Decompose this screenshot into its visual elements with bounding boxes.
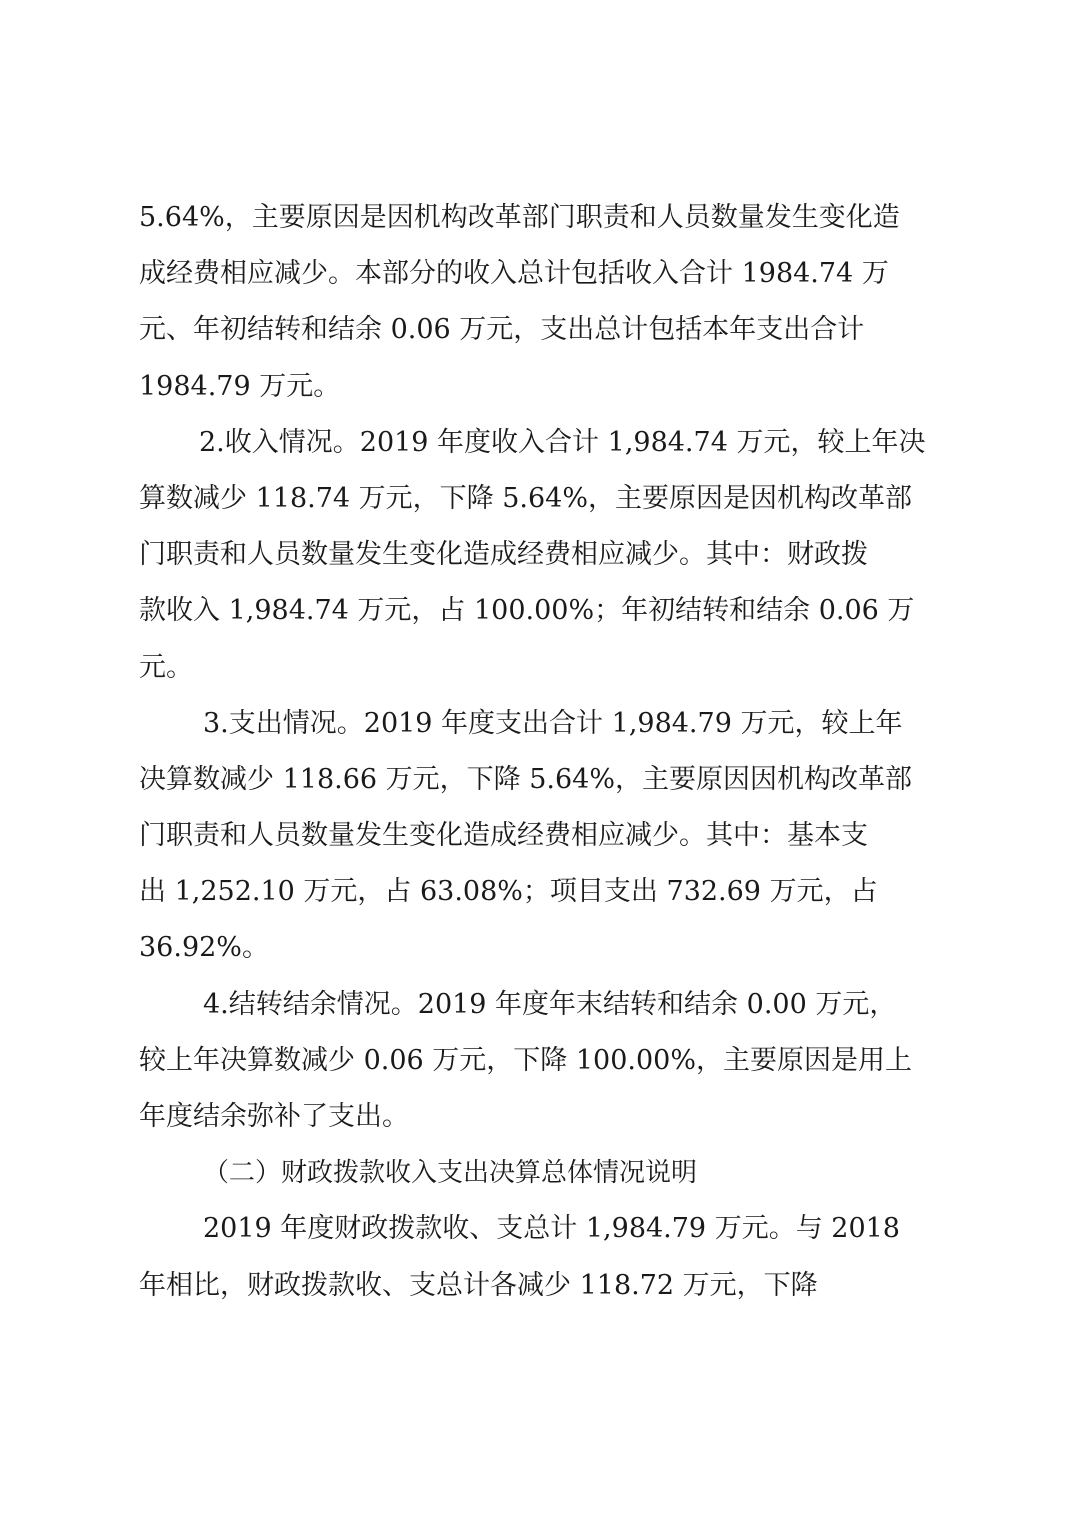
paragraph-line: 3.支出情况。2019 年度支出合计 1,984.79 万元，较上年 bbox=[203, 707, 903, 739]
paragraph-fiscal-appropriation bbox=[139, 1201, 939, 1313]
paragraph-line: 元、年初结转和结余 0.06 万元，支出总计包括本年支出合计 bbox=[139, 314, 865, 346]
paragraph-line: 元。 bbox=[139, 651, 193, 683]
paragraph-total-summary bbox=[139, 190, 939, 415]
paragraph-line: 36.92%。 bbox=[139, 932, 269, 964]
paragraph-line: 款收入 1,984.74 万元，占 100.00%；年初结转和结余 0.06 万 bbox=[139, 595, 915, 627]
section-heading: （二）财政拨款收入支出决算总体情况说明 bbox=[203, 1158, 698, 1189]
paragraph-line: 门职责和人员数量发生变化造成经费相应减少。其中：基本支 bbox=[139, 820, 868, 852]
paragraph-line: 门职责和人员数量发生变化造成经费相应减少。其中：财政拨 bbox=[139, 539, 868, 571]
paragraph-line: 年度结余弥补了支出。 bbox=[139, 1101, 409, 1132]
paragraph-carryover bbox=[139, 977, 939, 1146]
paragraph-line: 较上年决算数减少 0.06 万元，下降 100.00%，主要原因是用上 bbox=[139, 1044, 912, 1076]
paragraph-line: 5.64%，主要原因是因机构改革部门职责和人员数量发生变化造 bbox=[139, 202, 900, 233]
paragraph-line: 4.结转结余情况。2019 年度年末结转和结余 0.00 万元， bbox=[203, 988, 897, 1020]
document-body bbox=[139, 190, 939, 1314]
paragraph-line: 1984.79 万元。 bbox=[139, 370, 341, 402]
paragraph-line: 决算数减少 118.66 万元，下降 5.64%，主要原因因机构改革部 bbox=[139, 763, 912, 795]
paragraph-expenditure bbox=[139, 696, 939, 977]
paragraph-line: 2.收入情况。2019 年度收入合计 1,984.74 万元，较上年决 bbox=[199, 426, 926, 458]
paragraph-line: 出 1,252.10 万元，占 63.08%；项目支出 732.69 万元，占 bbox=[139, 876, 878, 908]
paragraph-line: 2019 年度财政拨款收、支总计 1,984.79 万元。与 2018 bbox=[203, 1213, 900, 1245]
paragraph-line: 成经费相应减少。本部分的收入总计包括收入合计 1984.74 万 bbox=[139, 258, 889, 290]
paragraph-income bbox=[139, 415, 939, 696]
paragraph-line: 年相比，财政拨款收、支总计各减少 118.72 万元，下降 bbox=[139, 1269, 818, 1301]
paragraph-line: 算数减少 118.74 万元，下降 5.64%，主要原因是因机构改革部 bbox=[139, 482, 912, 514]
